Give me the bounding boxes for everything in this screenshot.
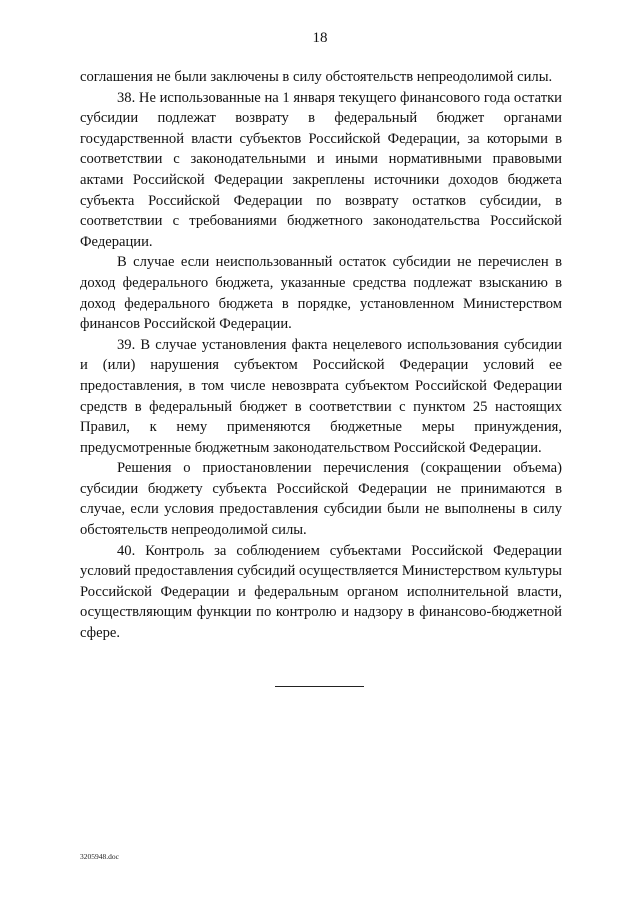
paragraph-item-38-continued: В случае если неиспользованный остаток субсидии не перечислен в доход федерального бюджета, указанные средства подлежат взысканию в доход федерального бюджета в порядке, установленном Министерством финансов Российской Федерации.	[80, 254, 562, 333]
document-code: 3205948.doc	[80, 852, 119, 861]
document-body	[80, 67, 562, 644]
paragraph-item-39: 39. В случае установления факта нецелевого использования субсидии и (или) нарушения субъектом Российской Федерации условий ее предоставления, в том числе невозврата субъектом Российской Федерации средств в федеральный бюджет в соответствии с пунктом 25 настоящих Правил, к нему применяются бюджетные меры принуждения, предусмотренные бюджетным законодательством Российской Федерации.	[80, 336, 562, 456]
paragraph-item-38: 38. Не использованные на 1 января текущего финансового года остатки субсидии подлежат возврату в федеральный бюджет органами государственной власти субъектов Российской Федерации, за которыми в соответствии с законодательными и иными нормативными правовыми актами Российской Федерации закреплены источники доходов бюджета субъекта Российской Федерации по возврату остатков субсидии, в соответствии с требованиями бюджетного законодательства Российской Федерации.	[80, 89, 562, 250]
paragraph-item-39-continued: Решения о приостановлении перечисления (сокращении объема) субсидии бюджету субъекта Российской Федерации не принимаются в случае, если условия предоставления субсидии были не выполнены в силу обстоятельств непреодолимой силы.	[80, 460, 562, 539]
paragraph-continuation: соглашения не были заключены в силу обстоятельств непреодолимой силы.	[80, 69, 553, 85]
end-separator-line	[275, 686, 364, 687]
page-number: 18	[312, 30, 328, 46]
paragraph-item-40: 40. Контроль за соблюдением субъектами Российской Федерации условий предоставления субсидий осуществляется Министерством культуры Российской Федерации и федеральным органом исполнительной власти, осуществляющим функции по контролю и надзору в финансово-бюджетной сфере.	[80, 542, 562, 642]
